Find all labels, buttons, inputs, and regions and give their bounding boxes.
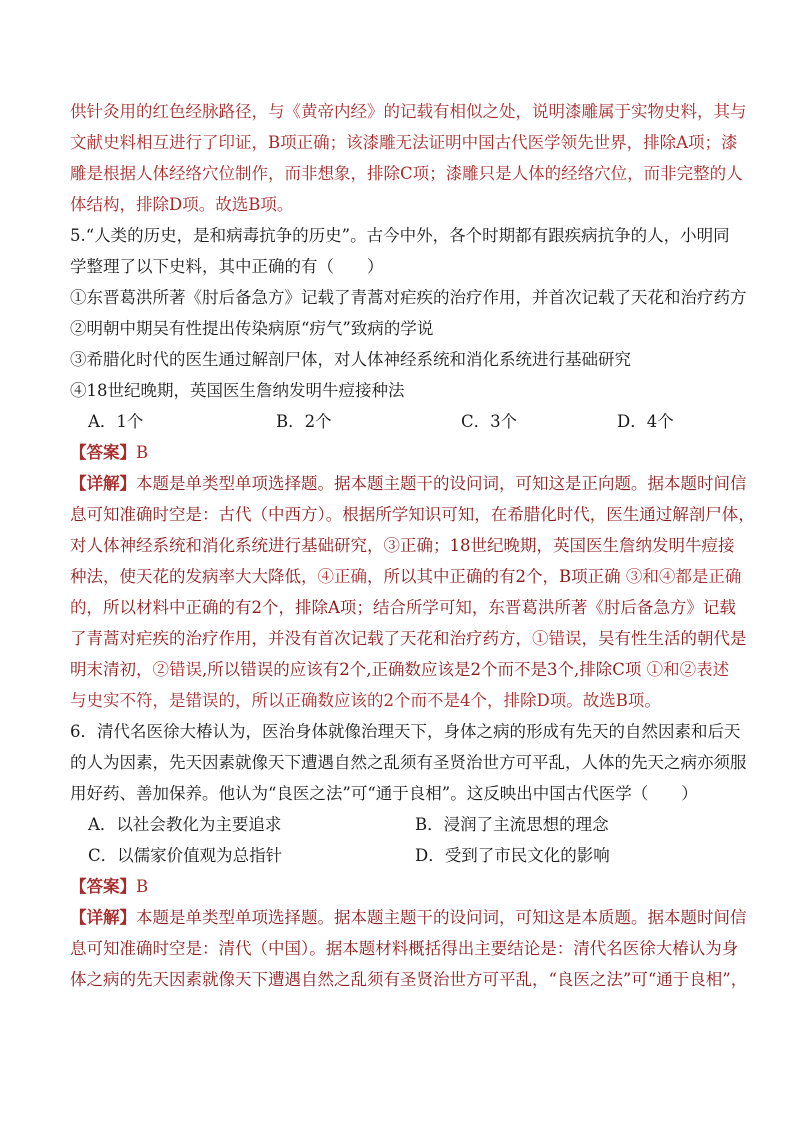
detail-tag: 【详解】 (70, 908, 136, 927)
detail-highlight: 的 (70, 598, 87, 617)
option-b: B．浸润了主流思想的理念 (415, 815, 609, 834)
question-5-item-2: ②明朝中期吴有性提出传染病原“疠气”致病的学说 (70, 319, 434, 338)
detail-line (70, 654, 730, 685)
detail-text: 本题是单类型单项选择题。据本题主题干的设问词，可知这是本质题。据本题时间信 (136, 908, 747, 927)
option-c: C．3个 (461, 412, 518, 431)
detail-line (70, 592, 736, 623)
question-5-answer (70, 437, 725, 468)
detail-line: 息可知准确时空是：清代（中国）。据本题材料概括得出主要结论是：清代名医徐大椿认为身 (70, 939, 739, 958)
detail-text: ，所以材料中正确的有2个，排除A项；结合所学可知，东晋葛洪所著《肘后备急方》记载 (86, 598, 736, 617)
detail-text: 明末清初， (70, 660, 153, 679)
question-6-stem: 用好药、善加保养。他认为“良医之法”可“通于良相”。这反映出中国古代医学（ ） (70, 784, 698, 803)
detail-highlight: ②错误 (152, 660, 202, 679)
detail-line: 与史实不符，是错误的，所以正确数应该的2个而不是4个，排除D项。故选B项。 (70, 691, 661, 710)
detail-line: 对人体神经系统和消化系统进行基础研究，③正确；18世纪晚期，英国医生詹纳发明牛痘接 (70, 536, 735, 555)
question-6-stem: 的人为因素，先天因素就像天下遭遇自然之乱须有圣贤治世方可平乱，人体的先天之病亦须服 (70, 753, 747, 772)
answer-value: B (136, 877, 149, 896)
question-5-item-1: ①东晋葛洪所著《肘后备急方》记载了青蒿对疟疾的治疗作用，并首次记载了天花和治疗药方 (70, 288, 747, 307)
question-6-options-row-1 (70, 809, 725, 840)
option-c: C．以儒家价值观为总指针 (88, 846, 283, 865)
explanation-line: 体结构，排除D项。故选B项。 (70, 195, 294, 214)
question-6-options-row-2 (70, 840, 725, 871)
detail-line: 息可知准确时空是：古代（中西方）。根据所学知识可知，在希腊化时代，医生通过解剖尸体， (70, 505, 755, 524)
explanation-line: 供针灸用的红色经脉路径，与《黄帝内经》的记载有相似之处，说明漆雕属于实物史料，其与 (70, 102, 747, 121)
detail-line: 体之病的先天因素就像天下遭遇自然之乱须有圣贤治世方可平乱，“良医之法”可“通于良相”， (70, 970, 748, 989)
answer-value: B (136, 443, 149, 462)
option-d: D．受到了市民文化的影响 (415, 846, 610, 865)
detail-line (70, 561, 742, 592)
detail-text: ,所以错误的应该有2个,正确数应该是2个而不是3个,排除C项 (202, 660, 647, 679)
question-5-stem: 学整理了以下史料，其中正确的有（ ） (70, 257, 384, 276)
detail-line (70, 623, 747, 654)
question-6-detail (70, 902, 747, 933)
question-6-stem: 6．清代名医徐大椿认为，医治身体就像治理天下，身体之病的形成有先天的自然因素和后天 (70, 722, 741, 741)
answer-tag: 【答案】 (70, 877, 136, 896)
question-5-item-3: ③希腊化时代的医生通过解剖尸体，对人体神经系统和消化系统进行基础研究 (70, 350, 631, 369)
answer-tag: 【答案】 (70, 443, 136, 462)
question-5-detail (70, 468, 747, 499)
option-b: B．2个 (276, 412, 332, 431)
detail-highlight: ①错误 (532, 629, 582, 648)
detail-highlight: ①和②表述 (646, 660, 730, 679)
detail-highlight: ④正确 (317, 567, 367, 586)
detail-highlight: ③和④都是正确 (625, 567, 742, 586)
explanation-line: 雕是根据人体经络穴位制作，而非想象，排除C项；漆雕只是人体的经络穴位，而非完整的人 (70, 164, 743, 183)
question-5-stem: 5.“人类的历史，是和病毒抗争的历史”。古今中外，各个时期都有跟疾病抗争的人，小明同 (70, 226, 730, 245)
detail-text: 了青蒿对疟疾的治疗作用，并没有首次记载了天花和治疗药方， (70, 629, 532, 648)
question-5-item-4: ④18世纪晚期，英国医生詹纳发明牛痘接种法 (70, 381, 405, 400)
detail-text: ，所以其中正确的有2个，B项正确 (367, 567, 626, 586)
detail-text: ，吴有性生活的朝代是 (581, 629, 747, 648)
detail-text: 种法，使天花的发病率大大降低， (70, 567, 318, 586)
document-page (70, 96, 755, 995)
detail-text: 本题是单类型单项选择题。据本题主题干的设问词，可知这是正向题。据本题时间信 (136, 474, 747, 493)
question-5-options (70, 406, 725, 437)
option-a: A．以社会教化为主要追求 (88, 815, 282, 834)
option-a: A．1个 (88, 412, 144, 431)
explanation-line: 文献史料相互进行了印证，B项正确；该漆雕无法证明中国古代医学领先世界，排除A项；漆 (70, 133, 738, 152)
question-6-answer (70, 871, 725, 902)
option-d: D．4个 (617, 412, 674, 431)
detail-tag: 【详解】 (70, 474, 136, 493)
